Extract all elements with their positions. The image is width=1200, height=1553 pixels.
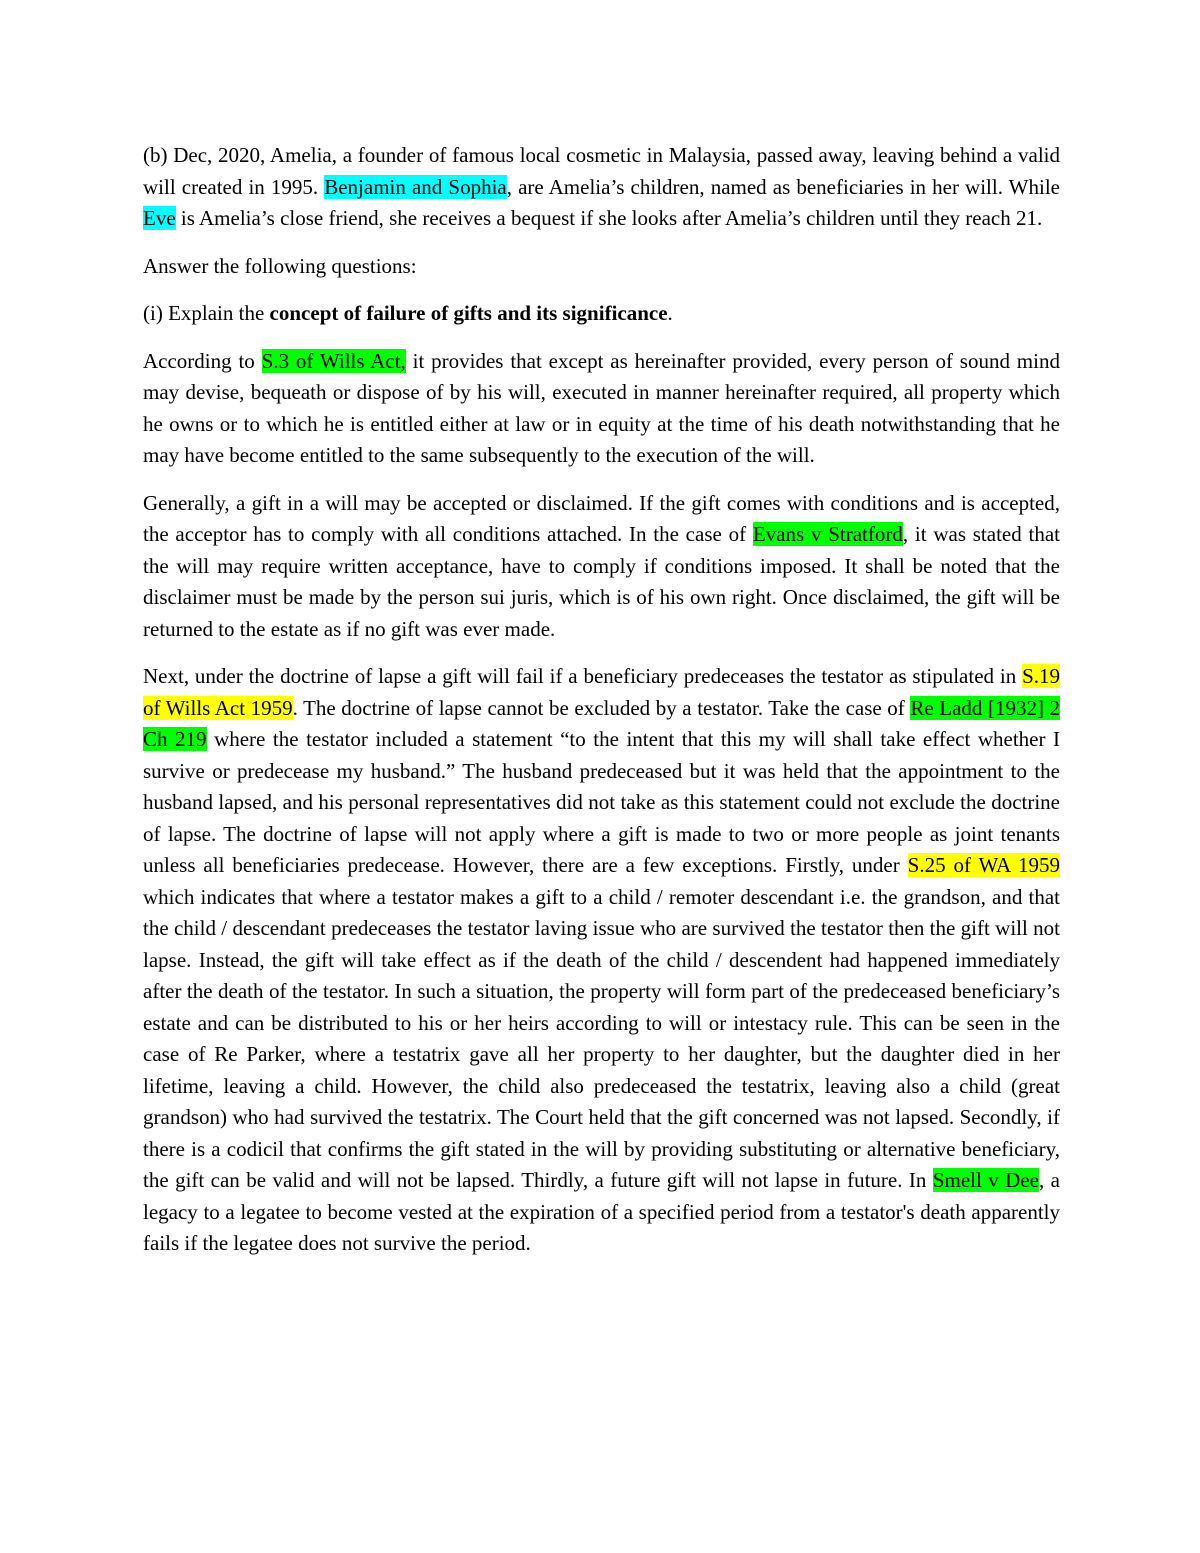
paragraph-question	[143, 298, 1060, 330]
paragraph-wills-act	[143, 346, 1060, 472]
question-topic-bold: concept of failure of gifts and its significance	[269, 301, 668, 325]
highlight-case-smell: Smell v Dee	[932, 1168, 1039, 1192]
document-page	[143, 140, 1060, 1276]
highlight-friend-name: Eve	[143, 206, 176, 230]
text-span: , are Amelia’s children, named as beneficiaries in her will. While	[506, 174, 1060, 199]
highlight-statute-s19: S.19 of Wills Act 1959	[143, 664, 1060, 720]
highlight-case-evans: Evans v Stratford	[752, 522, 903, 546]
text-span: Answer the following questions:	[143, 253, 417, 278]
highlight-statute-s3: S.3 of Wills Act,	[261, 348, 406, 373]
paragraph-acceptance-disclaimer	[143, 488, 1060, 646]
text-span: , a legacy to a legatee to become vested at the expiration of a specified period from a testator's death apparently fails if the legatee does not survive the period.	[143, 1168, 1060, 1255]
text-span: (b) Dec, 2020, Amelia, a founder of famous local cosmetic in Malaysia, passed away, leaving behind a valid will created in 1995.	[143, 143, 1060, 199]
paragraph-instructions	[143, 251, 1060, 283]
text-span: (i) Explain the	[143, 301, 270, 325]
text-span: .	[667, 301, 673, 325]
highlight-children-names: Benjamin and Sophia	[324, 174, 507, 199]
highlight-case-re-ladd: Re Ladd [1932] 2 Ch 219	[143, 695, 1061, 751]
text-span: it provides that except as hereinafter provided, every person of sound mind may devise, bequeath or dispose of by his will, executed in manner hereinafter required, all property which he owns or to which he is entitled either at law or in equity at the time of his death notwithstanding that he may have become entitled to the same subsequently to the execution of the will.	[143, 348, 1060, 467]
text-span: which indicates that where a testator makes a gift to a child / remoter descendant i.e. the grandson, and that the child / descendant predeceases the testator laving issue who are survived the testator then the gift will not lapse. Instead, the gift will take effect as if the death of the child / descendent had happened immediately after the death of the testator. In such a situation, the property will form part of the predeceased beneficiary’s estate and can be distributed to his or her heirs according to will or intestacy rule. This can be seen in the case of Re Parker, where a testatrix gave all her property to her daughter, but the daughter died in her lifetime, leaving a child. However, the child also predeceased the testatrix, leaving also a child (great grandson) who had survived the testatrix. The Court held that the gift concerned was not lapsed. Secondly, if there is a codicil that confirms the gift stated in the will by providing substituting or alternative beneficiary, the gift can be valid and will not be lapsed. Thirdly, a future gift will not lapse in future. In	[143, 884, 1060, 1192]
text-span: . The doctrine of lapse cannot be excluded by a testator. Take the case of	[292, 695, 911, 720]
highlight-statute-s25: S.25 of WA 1959	[907, 853, 1060, 877]
text-span: is Amelia’s close friend, she receives a bequest if she looks after Amelia’s children until they reach 21.	[175, 206, 1043, 230]
text-span: According to	[143, 348, 262, 373]
text-span: Generally, a gift in a will may be accepted or disclaimed. If the gift comes with conditions and is accepted, the acceptor has to comply with all conditions attached. In the case of	[143, 490, 1060, 546]
text-span: , it was stated that the will may require written acceptance, have to comply if conditions imposed. It shall be noted that the disclaimer must be made by the person sui juris, which is of his own right. Once disclaimed, the gift will be returned to the estate as if no gift was ever made.	[143, 522, 1060, 641]
text-span: Next, under the doctrine of lapse a gift will fail if a beneficiary predeceases the testator as stipulated in	[143, 664, 1023, 688]
paragraph-scenario	[143, 140, 1060, 235]
text-span: where the testator included a statement “to the intent that this my will shall take effect whether I survive or predecease my husband.” The husband predeceased but it was held that the appointment to the husband lapsed, and his personal representatives did not take as this statement could not exclude the doctrine of lapse. The doctrine of lapse will not apply where a gift is made to two or more people as joint tenants unless all beneficiaries predecease. However, there are a few exceptions. Firstly, under	[143, 727, 1061, 877]
paragraph-doctrine-of-lapse	[143, 661, 1060, 1260]
